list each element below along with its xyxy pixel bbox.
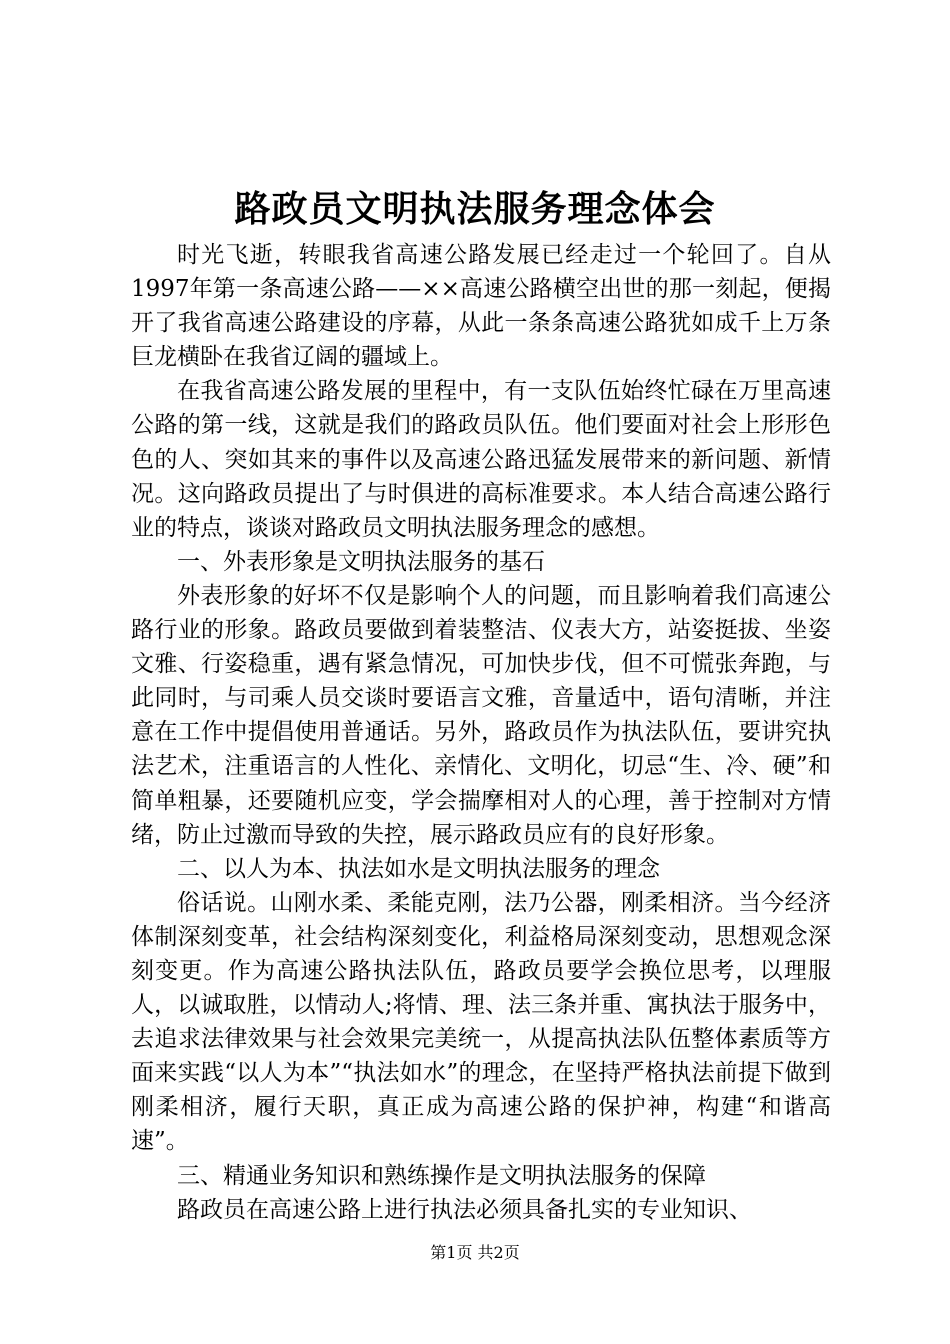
paragraph-knowledge: 路政员在高速公路上进行执法必须具备扎实的专业知识、 xyxy=(177,1196,752,1223)
paragraph-appearance: 外表形象的好坏不仅是影响个人的问题，而且影响着我们高速公路行业的形象。路政员要做到着装整洁、仪表大方，站姿挺拔、坐姿文雅、行姿稳重，遇有紧急情况，可加快步伐，但不可慌张奔跑，与此同时，与司乘人员交谈时要语言文雅，音量适中，语句清晰，并注意在工作中提倡使用普通话。另外，路政员作为执法队伍，要讲究执法艺术，注重语言的人性化、亲情化、文明化，切忌“生、冷、硬”和简单粗暴，还要随机应变，学会揣摩相对人的心理，善于控制对方情绪，防止过激而导致的失控，展示路政员应有的良好形象。 xyxy=(131,582,831,848)
document-body xyxy=(131,238,831,1227)
section-heading-2: 二、以人为本、执法如水是文明执法服务的理念 xyxy=(177,855,660,882)
paragraph-team: 在我省高速公路发展的里程中，有一支队伍始终忙碌在万里高速公路的第一线，这就是我们的路政员队伍。他们要面对社会上形形色色的人、突如其来的事件以及高速公路迅猛发展带来的新问题、新情况。这向路政员提出了与时俱进的高标准要求。本人结合高速公路行业的特点，谈谈对路政员文明执法服务理念的感想。 xyxy=(131,378,831,541)
section-heading-1: 一、外表形象是文明执法服务的基石 xyxy=(177,548,545,575)
paragraph-intro: 时光飞逝，转眼我省高速公路发展已经走过一个轮回了。自从1997年第一条高速公路——××高速公路横空出世的那一刻起，便揭开了我省高速公路建设的序幕，从此一条条高速公路犹如成千上万条巨龙横卧在我省辽阔的疆域上。 xyxy=(131,242,831,371)
document-title: 路政员文明执法服务理念体会 xyxy=(234,188,716,230)
page-number-footer: 第1页 共2页 xyxy=(430,1243,520,1262)
paragraph-people-first: 俗话说。山刚水柔、柔能克刚，法乃公器，刚柔相济。当今经济体制深刻变革，社会结构深刻变化，利益格局深刻变动，思想观念深刻变更。作为高速公路执法队伍，路政员要学会换位思考，以理服人，以诚取胜，以情动人;将情、理、法三条并重、寓执法于服务中，去追求法律效果与社会效果完美统一，从提高执法队伍整体素质等方面来实践“以人为本”“执法如水”的理念，在坚持严格执法前提下做到刚柔相济，履行天职，真正成为高速公路的保护神，构建“和谐高速”。 xyxy=(131,889,831,1155)
section-heading-3: 三、精通业务知识和熟练操作是文明执法服务的保障 xyxy=(177,1162,706,1189)
